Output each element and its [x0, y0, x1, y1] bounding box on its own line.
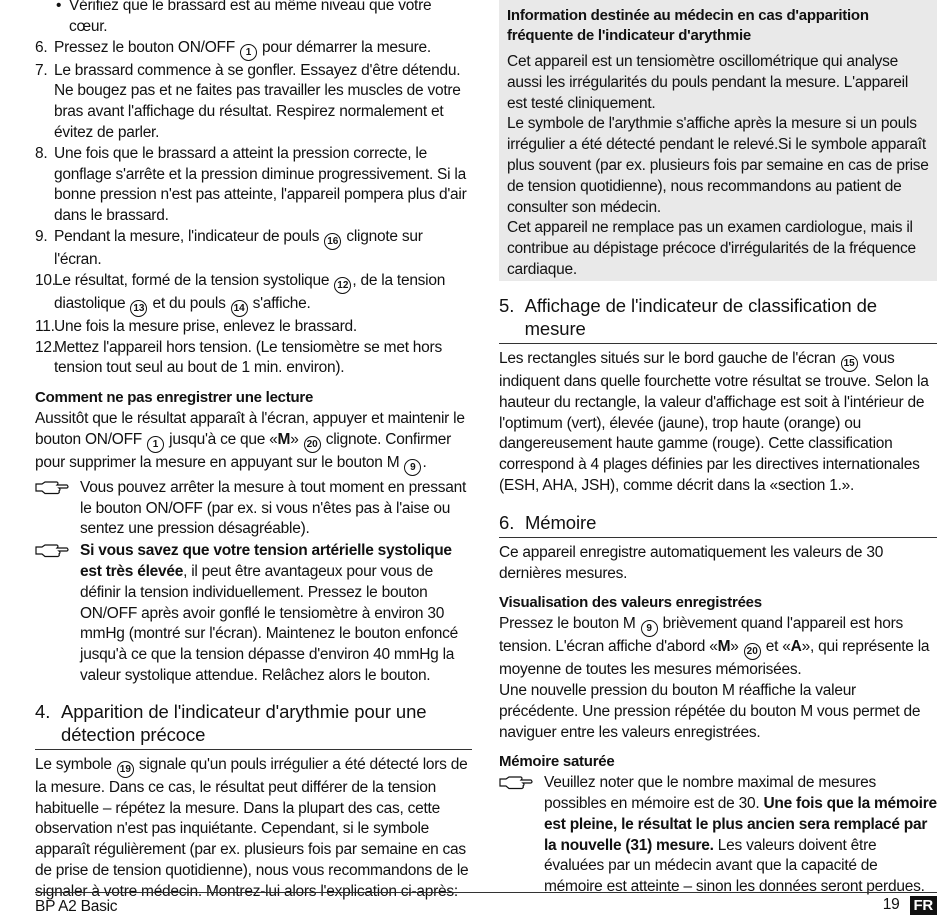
pointing-hand-icon — [499, 775, 533, 790]
doctor-info-p1: Cet appareil est un tensiomètre oscillométrique qui analyse aussi les irrégularités du pouls pendant la mesure. L'appareil est testé cliniquement. — [507, 53, 909, 112]
memory-full-heading: Mémoire saturée — [499, 753, 615, 771]
note-high-pressure: Si vous savez que votre tension artérielle systolique est très élevée, il peut être avantageux pour vous de définir la tension individuellement. Pressez le bouton ON/OFF après avoir gonflé le tensiomètre à environ 30 mmHg (montré sur l'écran). Maintenez le bouton enfoncé jusqu'à ce que la tension dépasse d'environ 40 mmHg la valeur systolique attendue. Relâchez alors le bouton. — [35, 541, 472, 687]
pointing-hand-icon — [35, 543, 69, 558]
footer-product-name: BP A2 Basic — [35, 898, 118, 915]
section-4-heading: 4. Apparition de l'indicateur d'arythmie pour une détection précoce — [35, 700, 472, 750]
no-record-heading: Comment ne pas enregistrer une lecture — [35, 389, 314, 407]
ref-number: 9 — [404, 459, 421, 476]
ref-number: 14 — [231, 300, 248, 317]
ref-number: 12 — [334, 277, 351, 294]
step-9: 9. Pendant la mesure, l'indicateur de pouls 16 clignote sur l'écran. — [35, 227, 423, 268]
section-6-heading: 6. Mémoire — [499, 511, 937, 538]
section-6-text: Ce appareil enregistre automatiquement les valeurs de 30 dernières mesures. — [499, 543, 884, 582]
list-item: • Vérifiez que le brassard est au même niveau que votre cœur. — [56, 0, 432, 35]
step-8: 8. Une fois que le brassard a atteint la pression correcte, le gonflage s'arrête et la pression diminue progressivement. Si la bonne pression n'est pas atteinte, l'appareil pompera plus d'air dans le brassard. — [35, 144, 467, 225]
no-record-text: Aussitôt que le résultat apparaît à l'écran, appuyer et maintenir le bouton ON/OFF 1 jusqu'à ce que «M» 20 clignote. Confirmer pour supprimer la mesure en appuyant sur le bouton M 9 . — [35, 409, 472, 476]
footer-divider — [35, 892, 937, 893]
ref-number: 16 — [324, 233, 341, 250]
note-memory-full: Veuillez noter que le nombre maximal de mesures possibles en mémoire est de 30. Une fois que la mémoire est pleine, le résultat le plus ancien sera remplacé par la nouvelle (31) mesure. Les valeurs doivent être évaluées par un médecin avant que la capacité de mémoire est atteinte – sinon les données seront perdues. — [499, 773, 937, 898]
pointing-hand-icon — [35, 480, 69, 495]
step-10: 10. Le résultat, formé de la tension systolique 12 , de la tension diastolique 13 et du pouls 14 s'affiche. — [35, 271, 472, 317]
doctor-info-p2: Le symbole de l'arythmie s'affiche après la mesure si un pouls irrégulier a été détecté pendant le relevé.Si le symbole apparaît plus souvent (par ex. plusieurs fois par semaine en cas de prise de tension quotidienne), nous recommandons au patient de consulter son médecin. — [507, 115, 929, 216]
ref-number: 20 — [304, 436, 321, 453]
ref-number: 20 — [744, 643, 761, 660]
language-badge: FR — [910, 896, 938, 915]
ref-number: 19 — [117, 761, 134, 778]
ref-number: 1 — [147, 436, 164, 453]
left-column — [35, 0, 472, 903]
right-column-lower — [499, 294, 937, 898]
step-6: 6. Pressez le bouton ON/OFF 1 pour démarrer la mesure. — [35, 38, 472, 61]
ref-number: 1 — [240, 44, 257, 61]
ref-number: 9 — [641, 620, 658, 637]
page-number: 19 — [882, 896, 900, 913]
step-7: 7. Le brassard commence à se gonfler. Essayez d'être détendu. Ne bougez pas et ne faites pas travailler les muscles de votre bras avant l'affichage du résultat. Respirez normalement et évitez de parler. — [35, 61, 461, 141]
view-values-text-2: Une nouvelle pression du bouton M réaffiche la valeur précédente. Une pression répétée du bouton M vous permet de naviguer entre les valeurs enregistrées. — [499, 681, 921, 741]
view-values-text: Pressez le bouton M 9 brièvement quand l'appareil est hors tension. L'écran affiche d'abord «M» 20 et «A», qui représente la moyenne de toutes les mesures mémorisées. — [499, 615, 930, 679]
section-5-text: Les rectangles situés sur le bord gauche de l'écran 15 vous indiquent dans quelle fourchette votre résultat se trouve. Selon la hauteur du rectangle, la valeur d'affichage est soit à l'intérieur de l'optimum (vert), élevée (jaune), trop haute (orange) ou dangereusement haute gamme (rouge). Cette classification correspond à 4 plages définies par les directives internationales (ESH, AHA, JSH), comme décrit dans la «section 1.». — [499, 350, 929, 494]
section-4-text: Le symbole 19 signale qu'un pouls irrégulier a été détecté lors de la mesure. Dans ce cas, le résultat peut différer de la tension habituelle – répétez la mesure. Dans la plupart des cas, cette observation n'est pas inquiétante. Cependant, si le symbole apparaît régulièrement (par ex. plusieurs fois par semaine en cas de prise de tension quotidienne), nous vous recommandons de le signaler à votre médecin. Montrez-lui alors l'explication ci-après: — [35, 755, 469, 900]
view-values-heading: Visualisation des valeurs enregistrées — [499, 594, 762, 612]
ref-number: 13 — [130, 300, 147, 317]
note-stop-measurement: Vous pouvez arrêter la mesure à tout moment en pressant le bouton ON/OFF (par ex. si vous n'êtes pas à l'aise ou sentez une pression désagréable). — [35, 478, 472, 540]
right-column — [499, 0, 937, 281]
doctor-info-title: Information destinée au médecin en cas d'apparition fréquente de l'indicateur d'arythmie — [507, 7, 869, 44]
footer-page-info — [883, 895, 937, 916]
section-5-heading: 5. Affichage de l'indicateur de classification de mesure — [499, 294, 937, 344]
step-11: 11. Une fois la mesure prise, enlevez le brassard. — [35, 317, 357, 335]
step-12: 12. Mettez l'appareil hors tension. (Le tensiomètre se met hors tension tout seul au bout de 1 min. environ). — [35, 338, 442, 377]
doctor-info-p3: Cet appareil ne remplace pas un examen cardiologue, mais il contribue au dépistage précoce d'irrégularités de la fréquence cardiaque. — [507, 219, 916, 278]
ref-number: 15 — [841, 355, 858, 372]
